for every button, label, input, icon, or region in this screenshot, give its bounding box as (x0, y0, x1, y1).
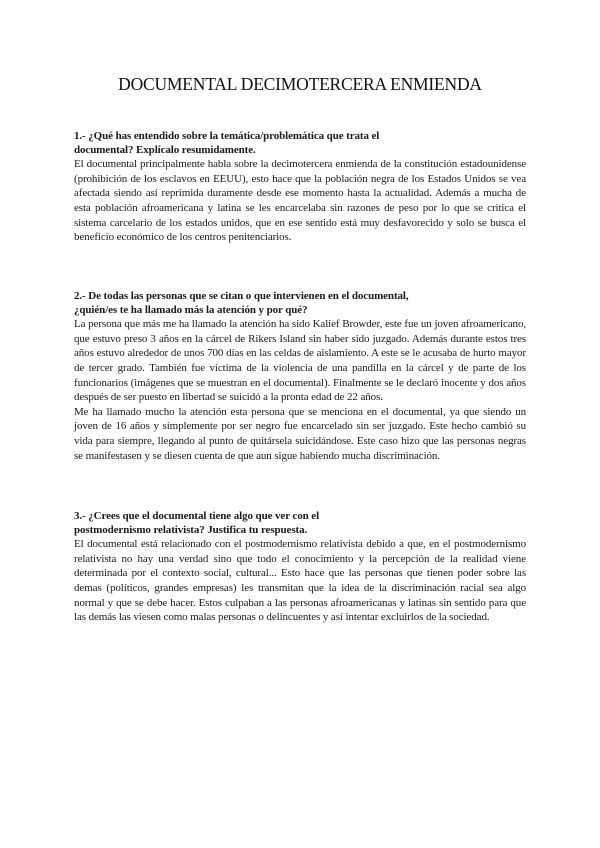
answer-2-paragraph-1: La persona que más me ha llamado la atención ha sido Kalief Browder, este fue un joven afroamericano, que estuvo preso 3 años en la cárcel de Rikers Island sin haber sido juzgado. Además durante estos tres años estuvo alrededor de unos 700 días en las celdas de aislamiento. A este se le acusaba de hurto mayor de tercer grado. También fue víctima de la violencia de una pandilla en la cárcel y de parte de los funcionarios (imágenes que se muestran en el documental). Finalmente se le declaró inocente y dos años después de ser puesto en libertad se suicidó a la pronta edad de 22 años. (74, 318, 526, 404)
question-2-line-2: ¿quién/es te ha llamado más la atención y por qué? (74, 303, 308, 316)
answer-3-paragraph-1: El documental está relacionado con el postmodernismo relativista debido a que, en el postmodernismo relativista no hay una verdad sino que todo el conocimiento y la percepción de la realidad viene determinada por el contexto social, cultural... Esto hace que las personas que tienen poder sobre las demas (políticos, grandes empresas) les transmitan que la idea de la discriminación racial sea algo normal y que se debe hacer. Estos culpaban a las personas afroamericanas y latinas sin sentido para que las demás las viesen como malas personas o delincuentes y así intentar excluirlos de la sociedad. (74, 538, 526, 624)
question-2-line-1: 2.- De todas las personas que se citan o que intervienen en el documental, (74, 290, 409, 302)
document-title: DOCUMENTAL DECIMOTERCERA ENMIENDA (118, 74, 482, 94)
question-1 (74, 130, 526, 157)
question-1-line-1: 1.- ¿Qué has entendido sobre la temática/problemática que trata el (74, 130, 380, 142)
question-3 (74, 510, 526, 537)
section-2 (74, 290, 526, 463)
question-1-line-2: documental? Explícalo resumidamente. (74, 143, 256, 156)
section-1 (74, 130, 526, 245)
section-3 (74, 510, 526, 625)
answer-2-paragraph-2: Me ha llamado mucho la atención esta persona que se menciona en el documental, ya que siendo un joven de 16 años y simplemente por ser negro fue encarcelado sin ser juzgado. Este hecho cambió su vida para siempre, llegando al punto de quitársela suicidándose. Este caso hizo que las personas negras se manifestasen y se diesen cuenta de que aun sigue habiendo mucha discriminación. (74, 405, 526, 462)
question-3-line-2: postmodernismo relativista? Justifica tu respuesta. (74, 523, 308, 536)
answer-1-paragraph-1: El documental principalmente habla sobre la decimotercera enmienda de la constitución estadounidense (prohibición de los esclavos en EEUU), esto hace que la población negra de los Estados Unidos se vea afectada siendo así reprimida duramente desde ese momento hasta la actualidad. Además a mucha de esta población afroamericana y latina se les encarcelaba sin razones de peso por lo que se critica el sistema carcelario de los estados unidos, que en ese sentido está muy desfavorecido y solo se busca el beneficio económico de los centros penitenciarios. (74, 158, 526, 244)
question-3-line-1: 3.- ¿Crees que el documental tiene algo que ver con el (74, 510, 320, 522)
question-2 (74, 290, 526, 317)
